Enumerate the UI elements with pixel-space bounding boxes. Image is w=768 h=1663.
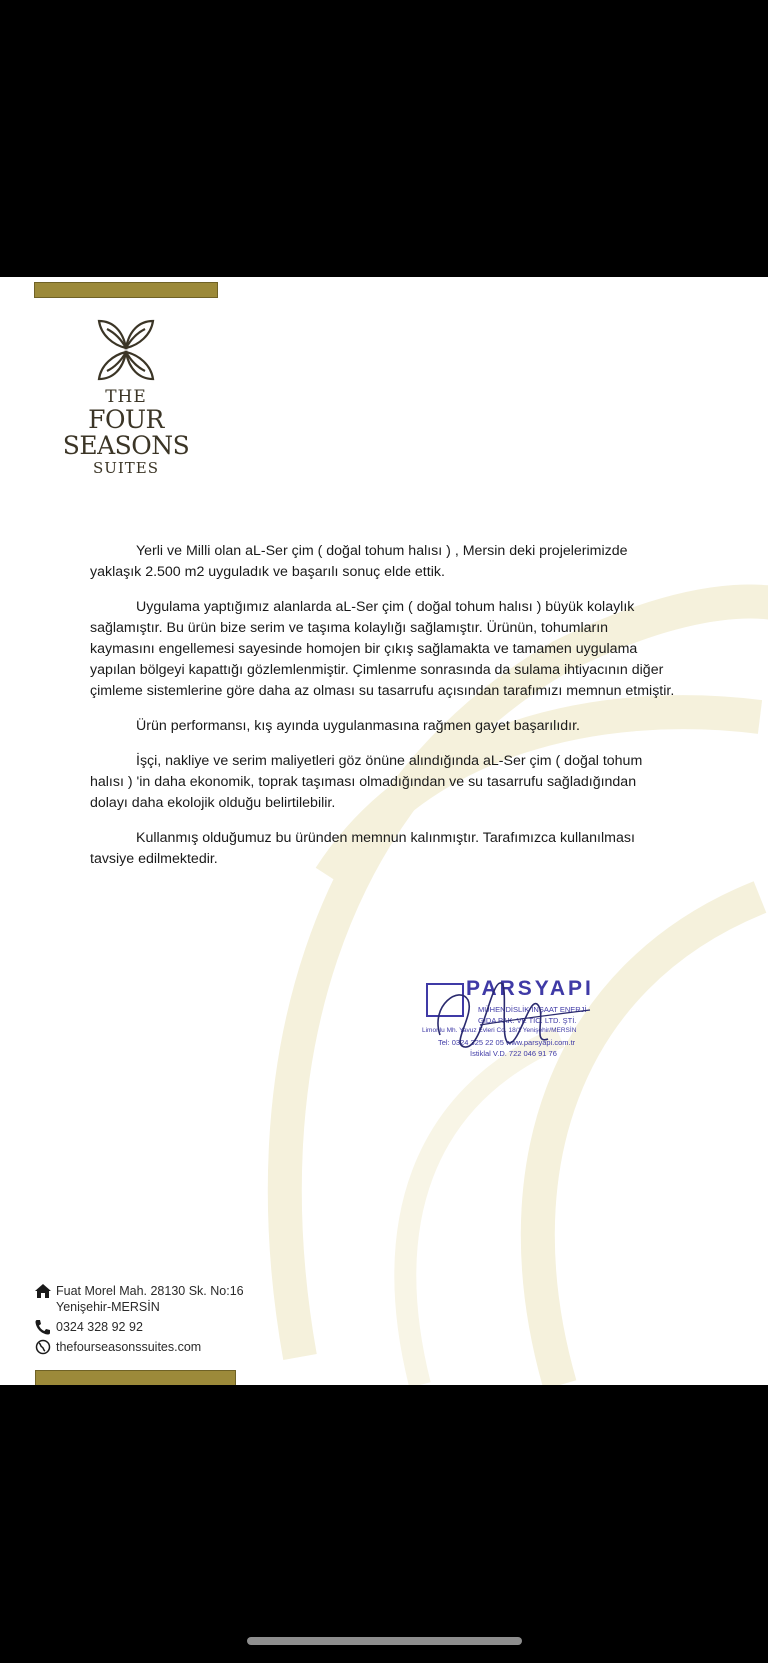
top-gold-bar [34, 282, 218, 298]
paragraph-4: İşçi, nakliye ve serim maliyetleri göz önüne alındığında aL-Ser çim ( doğal tohum halısı ) 'in daha ekonomik, toprak taşıması olmadığından ve su tasarrufu sağladığından dolayı daha ekolojik olduğu belirtilebilir. [90, 753, 643, 811]
company-stamp [420, 965, 630, 1075]
paragraph-1: Yerli ve Milli olan aL-Ser çim ( doğal tohum halısı ) , Mersin deki projelerimizde yaklaşık 2.500 m2 uyguladık ve başarılı sonuç elde ettik. [90, 543, 628, 580]
logo-seasons: SEASONS [62, 431, 190, 460]
hotel-logo [56, 317, 196, 477]
signature-icon [420, 965, 630, 1075]
address-line-1: Fuat Morel Mah. 28130 Sk. No:16 [56, 1284, 244, 1298]
phone-number: 0324 328 92 92 [56, 1320, 143, 1334]
phone-icon [34, 1319, 52, 1335]
globe-icon [34, 1339, 52, 1355]
logo-suites: SUITES [92, 459, 160, 477]
stamp-line-3: Limonlu Mh. Yavuz Evleri Cd. 18/1 Yenişehir/MERSİN [422, 1027, 577, 1034]
footer-website [34, 1339, 244, 1355]
home-icon [34, 1283, 52, 1299]
bottom-gold-bar [35, 1370, 236, 1385]
logo-four: FOUR [88, 405, 164, 434]
stamp-line-1: MÜHENDİSLİK İNŞAAT ENERJİ [478, 1005, 587, 1014]
address-line-2: Yenişehir-MERSİN [56, 1300, 160, 1314]
paragraph-3: Ürün performansı, kış ayında uygulanmasına rağmen gayet başarılıdır. [136, 718, 580, 734]
footer-address [34, 1283, 244, 1315]
stamp-line-5: İstiklal V.D. 722 046 91 76 [470, 1049, 557, 1058]
paragraph-5: Kullanmış olduğumuz bu üründen memnun kalınmıştır. Tarafımızca kullanılması tavsiye edilmektedir. [90, 830, 635, 867]
letter-page [0, 277, 768, 1385]
flower-logo-icon [93, 317, 159, 383]
stamp-company-name: PARSYAPI [466, 977, 594, 1000]
stamp-line-4: Tel: 0324 325 22 05 www.parsyapi.com.tr [438, 1038, 576, 1047]
paragraph-2: Uygulama yaptığımız alanlarda aL-Ser çim ( doğal tohum halısı ) büyük kolaylık sağlamıştır. Bu ürün bize serim ve taşıma kolaylığı sağlamıştır. Ürünün, tohumların kaymasını engellemesi sayesinde homojen bir çıkış sağlamakta ve tamamen uygulama yapılan bölgeyi kapattığı gözlemlenmiştir. Çimlenme sonrasında da sulama ihtiyacının diğer çimleme sistemlerine göre daha az olması su tasarrufu açısından tarafımızı memnun etmiştir. [90, 599, 675, 699]
stamp-line-2: GIDA PAK. VE TİC. LTD. ŞTİ. [478, 1016, 577, 1025]
letter-body [90, 541, 676, 884]
footer-contact [34, 1283, 244, 1359]
home-indicator[interactable] [247, 1637, 522, 1645]
logo-the: THE [105, 387, 147, 407]
footer-phone [34, 1319, 244, 1335]
website-link[interactable]: thefourseasonssuites.com [56, 1340, 202, 1354]
